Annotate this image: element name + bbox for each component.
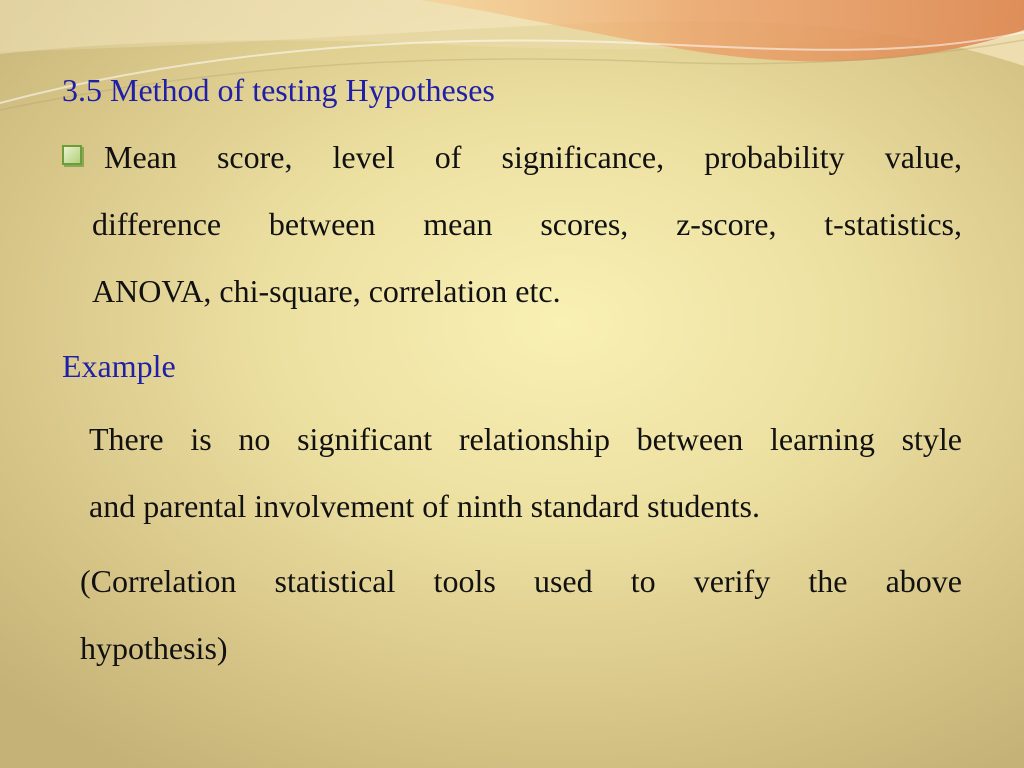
example-heading: Example: [62, 348, 176, 384]
example-paragraph: [89, 406, 962, 540]
square-bullet-icon: [62, 145, 82, 165]
bullet-paragraph: [92, 124, 962, 325]
example-line-2: and parental involvement of ninth standard students.: [89, 488, 760, 524]
example-line-1: There is no significant relationship between learning style: [89, 421, 962, 457]
bullet-line-1: Mean score, level of significance, probability value,: [104, 139, 962, 175]
bullet-line-3: ANOVA, chi-square, correlation etc.: [92, 273, 561, 309]
note-line-1: (Correlation statistical tools used to verify the above: [80, 563, 962, 599]
note-line-2: hypothesis): [80, 630, 228, 666]
bullet-line-2: difference between mean scores, z-score, t-statistics,: [92, 206, 962, 242]
note-paragraph: [80, 548, 962, 682]
slide-title: 3.5 Method of testing Hypotheses: [62, 72, 495, 108]
